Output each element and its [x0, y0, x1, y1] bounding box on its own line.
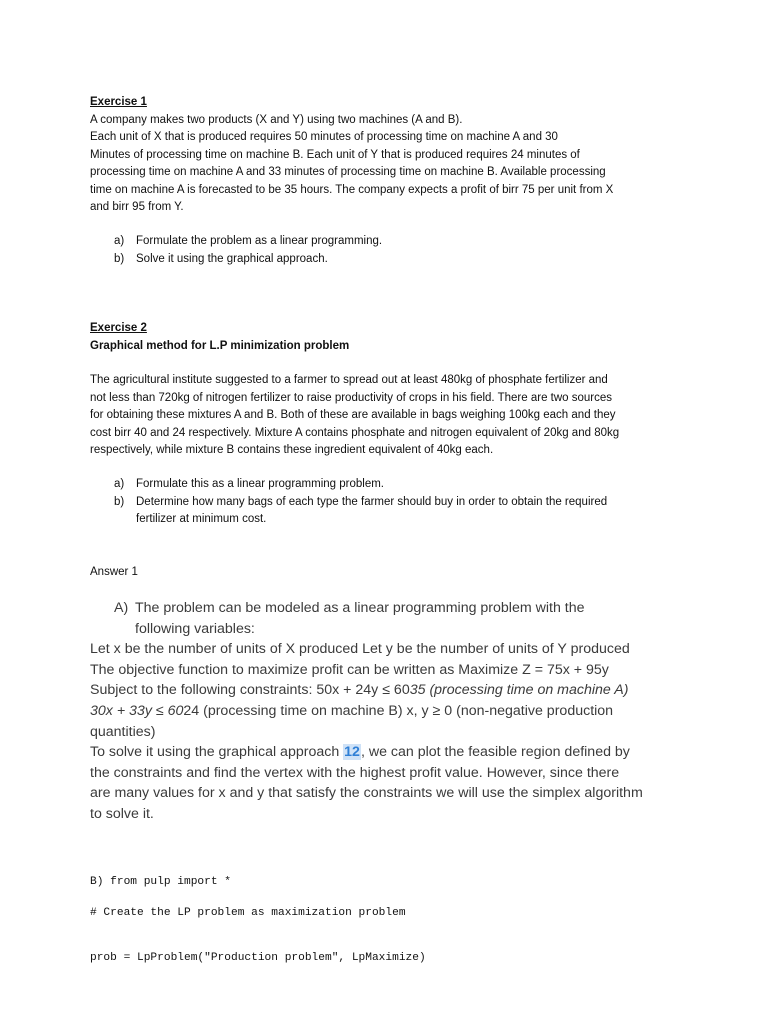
exercise-1-section [90, 94, 678, 217]
answer-line: The objective function to maximize profit can be written as Maximize Z = 75x + 95y [90, 661, 609, 678]
task-text: Formulate the problem as a linear programming. [136, 235, 383, 247]
exercise-2-task-a [90, 476, 678, 494]
exercise-2-line: respectively, while mixture B contains these ingredient equivalent of 40kg each. [90, 444, 494, 456]
exercise-2-body [90, 372, 678, 460]
exercise-1-line: Minutes of processing time on machine B. Each unit of Y that is produced requires 24 minutes of [90, 148, 580, 161]
answer-line: to solve it. [90, 805, 154, 822]
exercise-1-line: Each unit of X that is produced requires 50 minutes of processing time on machine A and 30 [90, 131, 558, 143]
exercise-1-line: and birr 95 from Y. [90, 201, 184, 213]
answer-line [90, 742, 708, 763]
exercise-2-title: Exercise 2 [90, 322, 147, 334]
answer-line: are many values for x and y that satisfy the constraints we will use the simplex algorithm [90, 785, 643, 802]
code-line: prob = LpProblem("Production problem", LpMaximize) [90, 952, 426, 964]
exercise-1-task-b [90, 251, 678, 269]
exercise-1-line: A company makes two products (X and Y) using two machines (A and B). [90, 113, 463, 126]
answer-text: To solve it using the graphical approach [90, 744, 344, 761]
task-text: Formulate this as a linear programming problem. [136, 478, 384, 490]
code-comment: # Create the LP problem as maximization problem [90, 907, 406, 919]
answer-a-item [90, 598, 708, 639]
constraint-text: Subject to the following constraints: 50x + 24y ≤ 60 [90, 682, 410, 699]
constraint-text-italic: 30x + 33y ≤ 60 [90, 702, 184, 719]
task-label: b) [114, 252, 125, 265]
citation-link[interactable]: 12 [344, 744, 360, 761]
exercise-2-line: The agricultural institute suggested to a farmer to spread out at least 480kg of phosphate fertilizer and [90, 374, 608, 386]
constraint-text: 24 (processing time on machine B) x, y ≥ 0 (non-negative production [183, 702, 614, 719]
exercise-2-task-b [90, 494, 678, 529]
exercise-1-title: Exercise 1 [90, 96, 147, 108]
task-text: Solve it using the graphical approach. [136, 252, 328, 265]
answer-1-heading: Answer 1 [90, 566, 138, 578]
exercise-1-line: processing time on machine A and 33 minutes of processing time on machine B. Available processing [90, 166, 606, 178]
task-text: fertilizer at minimum cost. [136, 513, 267, 525]
answer-1-title [90, 564, 678, 582]
task-text: Determine how many bags of each type the farmer should buy in order to obtain the required [136, 495, 608, 508]
exercise-2-subtitle: Graphical method for L.P minimization problem [90, 339, 350, 352]
answer-1-body [90, 598, 708, 825]
exercise-2-section [90, 320, 678, 355]
answer-text: , we can plot the feasible region defined by [360, 744, 630, 761]
answer-line: Let x be the number of units of X produced Let y be the number of units of Y produced [90, 641, 630, 658]
answer-a-line: The problem can be modeled as a linear programming problem with the [135, 600, 585, 616]
exercise-2-line: not less than 720kg of nitrogen fertilizer to raise productivity of crops in his field. There are two sources [90, 391, 613, 404]
exercise-2-tasks [90, 476, 678, 529]
exercise-1-line: time on machine A is forecasted to be 35 hours. The company expects a profit of birr 75 per unit from X [90, 183, 614, 196]
exercise-2-line: cost birr 40 and 24 respectively. Mixture A contains phosphate and nitrogen equivalent of 20kg and 80kg [90, 426, 620, 439]
answer-a-label: A) [114, 600, 129, 616]
answer-a-line: following variables: [135, 620, 255, 637]
exercise-1-tasks [90, 233, 678, 268]
code-line: B) from pulp import * [90, 876, 231, 888]
code-block [90, 876, 678, 996]
exercise-1-task-a [90, 233, 678, 251]
answer-line: the constraints and find the vertex with the highest profit value. However, since there [90, 764, 620, 781]
answer-line [90, 701, 708, 722]
exercise-2-line: for obtaining these mixtures A and B. Both of these are available in bags weighing 100kg each and they [90, 409, 616, 421]
answer-line [90, 680, 708, 701]
task-label: b) [114, 495, 125, 508]
answer-line: quantities) [90, 723, 156, 740]
constraint-text-italic: 35 (processing time on machine A) [409, 682, 629, 699]
task-label: a) [114, 235, 125, 247]
task-label: a) [114, 478, 125, 490]
